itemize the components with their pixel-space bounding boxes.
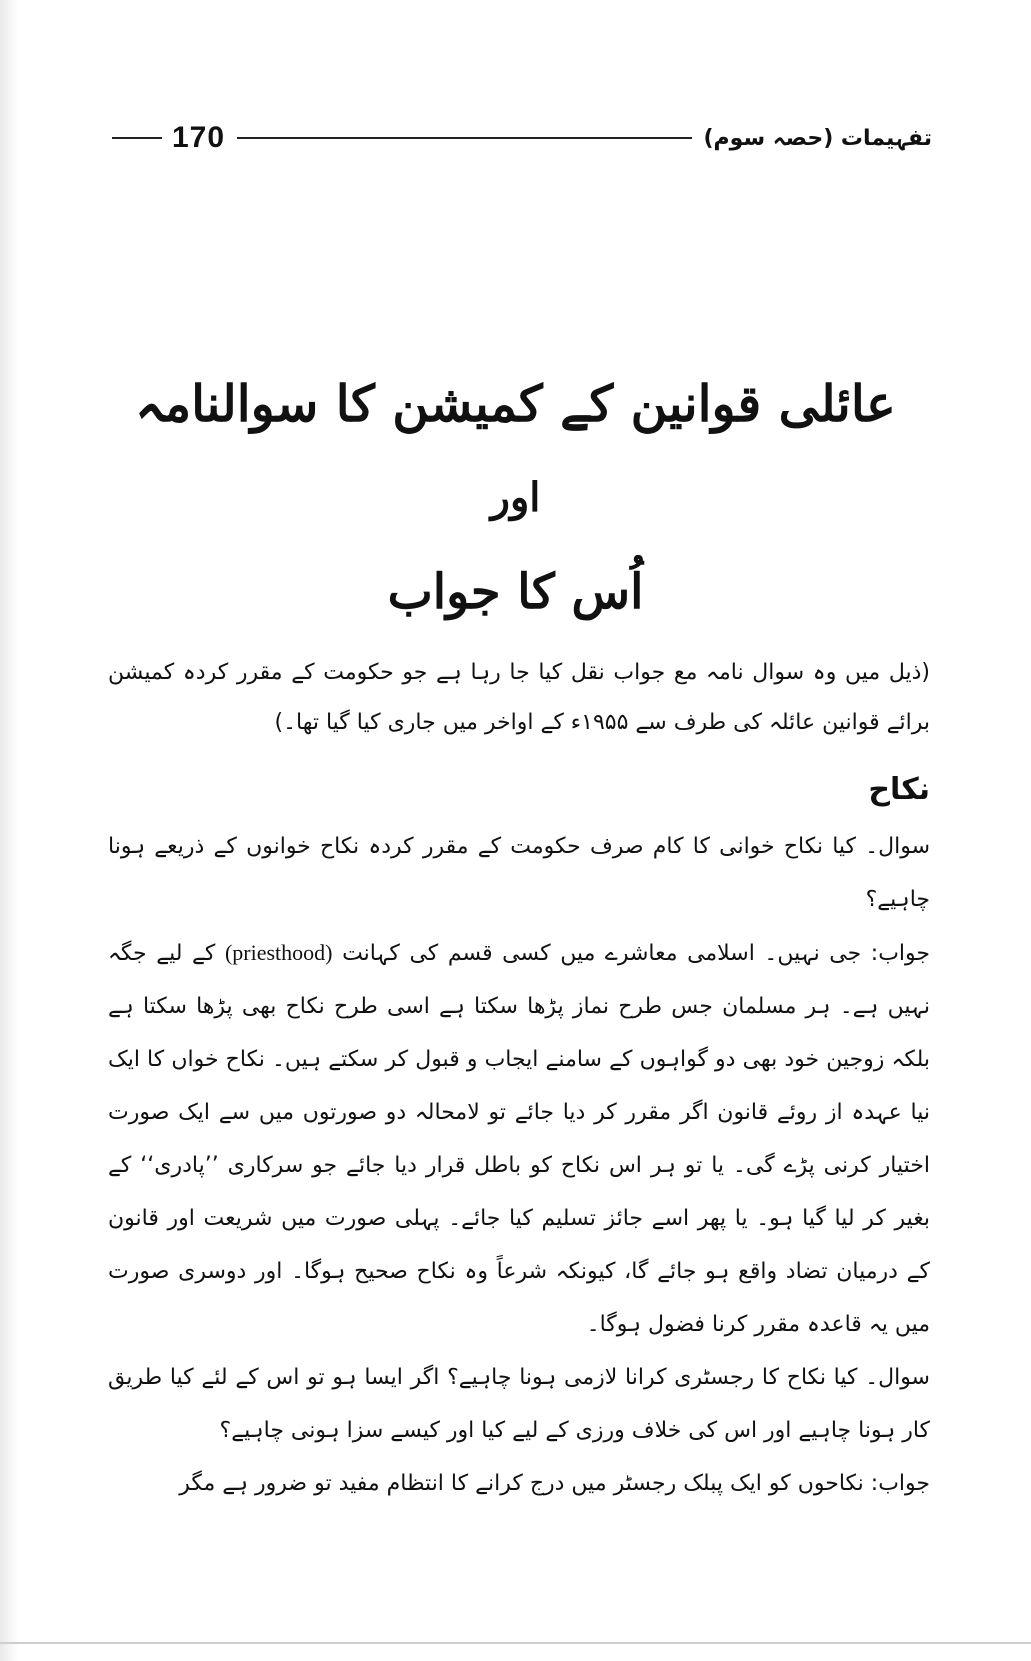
chapter-title-conjunction: اور xyxy=(490,474,541,521)
question-paragraph: سوال۔ کیا نکاح خوانی کا کام صرف حکومت کے مقرر کردہ نکاح خوانوں کے ذریعے ہونا چاہیے؟ xyxy=(108,834,930,912)
chapter-subtitle: اُس کا جواب xyxy=(387,564,644,620)
binding-shadow xyxy=(0,0,18,1661)
answer-text: کے لیے جگہ نہیں ہے۔ ہر مسلمان جس طرح نماز پڑھا سکتا ہے اسی طرح نکاح بھی پڑھا سکتا ہے بلکہ زوجین خود بھی دو گواہوں کے سامنے ایجاب و قبول کر سکتے ہیں۔ نکاح خواں کا ایک نیا عہدہ از روئے قانون اگر مقرر کر دیا جائے تو لامحالہ دو صورتوں میں سے ایک صورت اختیار کرنی پڑے گی۔ یا تو ہر اس نکاح کو باطل قرار دیا جائے جو سرکاری ’’پادری‘‘ کے بغیر کر لیا گیا ہو۔ یا پھر اسے جائز تسلیم کیا جائے۔ پہلی صورت میں شریعت اور قانون کے درمیان تضاد واقع ہو جائے گا، کیونکہ شرعاً وہ نکاح صحیح ہوگا۔ اور دوسری صورت میں یہ قاعدہ مقرر کرنا فضول ہوگا۔ xyxy=(108,941,930,1337)
intro-note: (ذیل میں وہ سوال نامہ مع جواب نقل کیا جا رہا ہے جو حکومت کے مقرر کردہ کمیشن برائے قوانین عائلہ کی طرف سے ۱۹۵۵ء کے اواخر میں جاری کیا گیا تھا۔) xyxy=(108,660,930,735)
english-term: (priesthood) xyxy=(224,940,333,965)
body-text xyxy=(108,648,930,1510)
header-rule xyxy=(237,137,691,139)
page-number: 170 xyxy=(172,121,226,154)
chapter-title-block xyxy=(0,368,1031,628)
answer-text: جواب: جی نہیں۔ اسلامی معاشرے میں کسی قسم کی کہانت xyxy=(342,941,930,966)
section-heading: نکاح xyxy=(868,772,930,807)
chapter-title: عائلی قوانین کے کمیشن کا سوالنامہ xyxy=(135,374,896,433)
question-paragraph: سوال۔ کیا نکاح کا رجسٹری کرانا لازمی ہونا چاہیے؟ اگر ایسا ہو تو اس کے لئے کیا طریق کار ہونا چاہیے اور اس کی خلاف ورزی کے لیے کیا اور کیسے سزا ہونی چاہیے؟ xyxy=(108,1365,930,1443)
answer-paragraph xyxy=(108,926,930,1351)
running-header xyxy=(112,118,932,158)
header-rule xyxy=(112,137,162,139)
book-title: تفہیمات (حصہ سوم) xyxy=(703,125,932,151)
answer-paragraph: جواب: نکاحوں کو ایک پبلک رجسٹر میں درج کرانے کا انتظام مفید تو ضرور ہے مگر xyxy=(179,1471,930,1496)
page-edge-line xyxy=(0,1642,1031,1644)
